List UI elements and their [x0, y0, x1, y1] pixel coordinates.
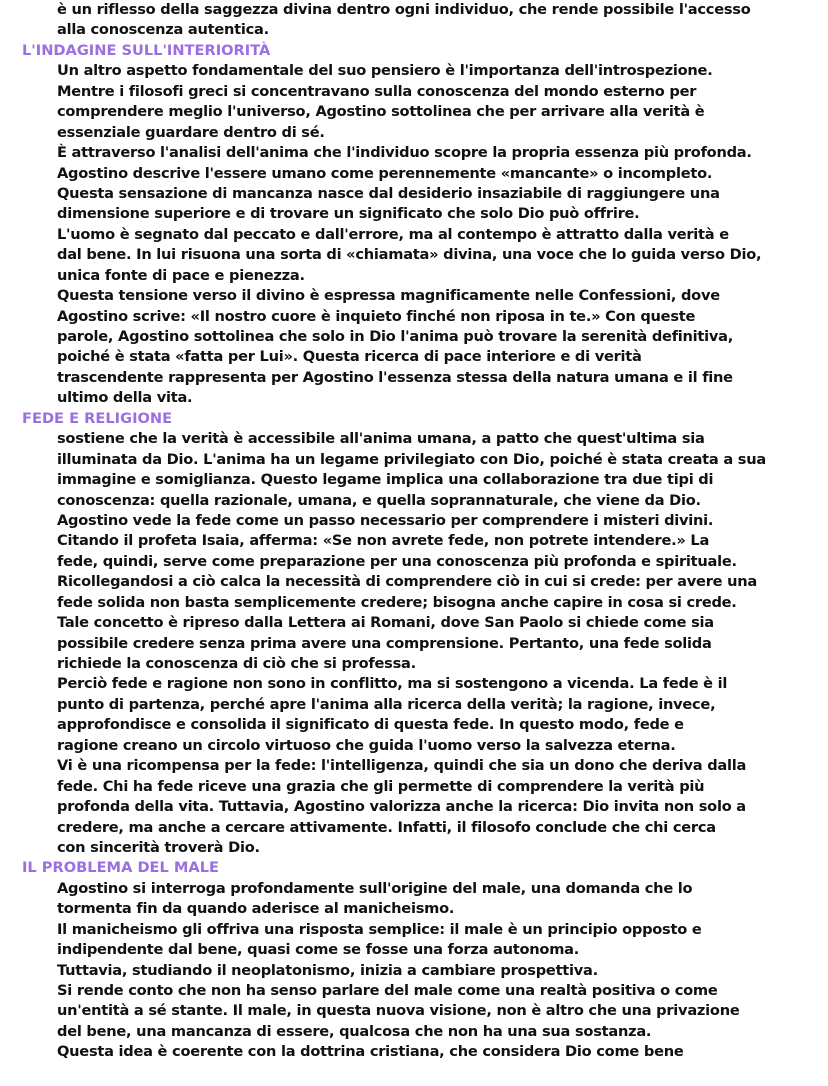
text-line: Ricollegandosi a ciò calca la necessità di comprendere ciò in cui si crede: per avere una	[57, 573, 757, 591]
text-line: immagine e somiglianza. Questo legame implica una collaborazione tra due tipi di	[57, 471, 714, 489]
text-line: Questa idea è coerente con la dottrina cristiana, che considera Dio come bene	[57, 1043, 684, 1061]
text-line: Un altro aspetto fondamentale del suo pensiero è l'importanza dell'introspezione.	[57, 62, 713, 80]
text-line: approfondisce e consolida il significato di questa fede. In questo modo, fede e	[57, 716, 684, 734]
text-line: Vi è una ricompensa per la fede: l'intelligenza, quindi che sia un dono che deriva dalla	[57, 757, 747, 775]
text-line: fede, quindi, serve come preparazione per una conoscenza più profonda e spirituale.	[57, 552, 737, 570]
section-heading: L'INDAGINE SULL'INTERIORITÀ	[22, 41, 271, 59]
text-line: ultimo della vita.	[57, 389, 193, 407]
text-line: un'entità a sé stante. Il male, in questa nuova visione, non è altro che una privazione	[57, 1002, 740, 1020]
section-heading: IL PROBLEMA DEL MALE	[22, 859, 219, 877]
text-line: Citando il profeta Isaia, afferma: «Se non avrete fede, non potrete intendere.» La	[57, 532, 710, 550]
text-line: Perciò fede e ragione non sono in conflitto, ma si sostengono a vicenda. La fede è il	[57, 675, 728, 693]
text-line: Agostino si interroga profondamente sull'origine del male, una domanda che lo	[57, 879, 693, 897]
text-line: ragione creano un circolo virtuoso che guida l'uomo verso la salvezza eterna.	[57, 736, 676, 754]
text-line: fede. Chi ha fede riceve una grazia che gli permette di comprendere la verità più	[57, 777, 705, 795]
text-line: conoscenza: quella razionale, umana, e quella soprannaturale, che viene da Dio.	[57, 491, 701, 509]
text-line: tormenta fin da quando aderisce al manicheismo.	[57, 900, 455, 918]
text-line: Tuttavia, studiando il neoplatonismo, inizia a cambiare prospettiva.	[57, 961, 598, 979]
text-line: profonda della vita. Tuttavia, Agostino valorizza anche la ricerca: Dio invita non solo a	[57, 798, 746, 816]
text-line: punto di partenza, perché apre l'anima alla ricerca della verità; la ragione, invece,	[57, 695, 716, 713]
text-line: alla conoscenza autentica.	[57, 21, 269, 39]
text-line: Agostino scrive: «Il nostro cuore è inquieto finché non riposa in te.» Con queste	[57, 307, 696, 325]
text-line: L'uomo è segnato dal peccato e dall'errore, ma al contempo è attratto dalla verità e	[57, 225, 729, 243]
text-line: Agostino descrive l'essere umano come perennemente «mancante» o incompleto.	[57, 164, 713, 182]
text-line: sostiene che la verità è accessibile all'anima umana, a patto che quest'ultima sia	[57, 430, 705, 448]
text-line: comprendere meglio l'universo, Agostino sottolinea che per arrivare alla verità è	[57, 103, 705, 121]
text-line: possibile credere senza prima avere una comprensione. Pertanto, una fede solida	[57, 634, 712, 652]
text-line: credere, ma anche a cercare attivamente. Infatti, il filosofo conclude che chi cerca	[57, 818, 716, 836]
text-line: indipendente dal bene, quasi come se fosse una forza autonoma.	[57, 941, 580, 959]
text-line: è un riflesso della saggezza divina dentro ogni individuo, che rende possibile l'accesso	[57, 1, 751, 18]
text-line: fede solida non basta semplicemente credere; bisogna anche capire in cosa si crede.	[57, 593, 737, 611]
text-line: Si rende conto che non ha senso parlare del male come una realtà positiva o come	[57, 982, 718, 999]
text-line: essenziale guardare dentro di sé.	[57, 123, 325, 141]
text-line: parole, Agostino sottolinea che solo in Dio l'anima può trovare la serenità definitiva,	[57, 328, 734, 345]
text-line: dimensione superiore e di trovare un significato che solo Dio può offrire.	[57, 205, 640, 223]
text-line: Mentre i filosofi greci si concentravano sulla conoscenza del mondo esterno per	[57, 82, 697, 100]
text-line: illuminata da Dio. L'anima ha un legame privilegiato con Dio, poiché è stata creata a sua	[57, 450, 766, 468]
text-line: richiede la conoscenza di ciò che si professa.	[57, 655, 416, 672]
text-line: Questa tensione verso il divino è espressa magnificamente nelle Confessioni, dove	[57, 287, 720, 305]
text-line: con sincerità troverà Dio.	[57, 838, 260, 856]
text-line: Questa sensazione di mancanza nasce dal desiderio insaziabile di raggiungere una	[57, 184, 720, 202]
text-line: unica fonte di pace e pienezza.	[57, 266, 305, 284]
section-heading: FEDE E RELIGIONE	[22, 409, 173, 427]
text-line: del bene, una mancanza di essere, qualcosa che non ha una sua sostanza.	[57, 1022, 652, 1040]
text-line: Il manicheismo gli offriva una risposta semplice: il male è un principio opposto e	[57, 920, 702, 938]
text-line: dal bene. In lui risuona una sorta di «chiamata» divina, una voce che lo guida verso Dio,	[57, 246, 762, 264]
text-line: poiché è stata «fatta per Lui». Questa ricerca di pace interiore e di verità	[57, 348, 642, 366]
text-line: Tale concetto è ripreso dalla Lettera ai Romani, dove San Paolo si chiede come sia	[57, 614, 714, 632]
text-line: trascendente rappresenta per Agostino l'essenza stessa della natura umana e il fine	[57, 368, 733, 386]
text-line: È attraverso l'analisi dell'anima che l'individuo scopre la propria essenza più profonda.	[57, 144, 752, 162]
text-line: Agostino vede la fede come un passo necessario per comprendere i misteri divini.	[57, 511, 714, 529]
